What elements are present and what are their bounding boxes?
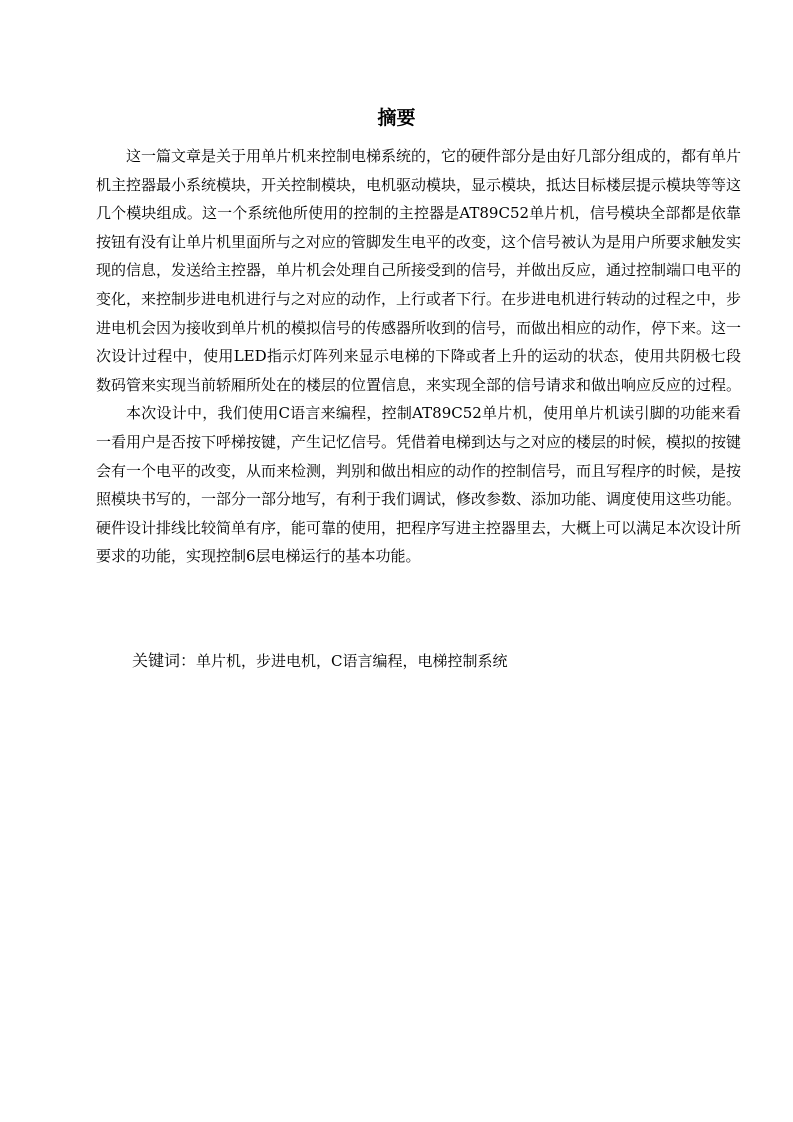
keywords-text: 单片机，步进电机，C语言编程，电梯控制系统 [196, 652, 508, 670]
keywords-line [132, 647, 508, 675]
keywords-label: 关键词： [132, 651, 197, 670]
page-title: 摘要 [377, 107, 416, 129]
abstract-paragraph-2: 本次设计中，我们使用C语言来编程，控制AT89C52单片机，使用单片机读引脚的功能来看一看用户是否按下呼梯按键，产生记忆信号。凭借着电梯到达与之对应的楼层的时候，模拟的按键会有一个电平的改变，从而来检测，判别和做出相应的动作的控制信号，而且写程序的时候，是按照模块书写的，一部分一部分地写，有利于我们调试，修改参数、添加功能、调度使用这些功能。硬件设计排线比较简单有序，能可靠的使用，把程序写进主控器里去，大概上可以满足本次设计所要求的功能，实现控制6层电梯运行的基本功能。 [96, 404, 742, 566]
abstract-paragraph-1: 这一篇文章是关于用单片机来控制电梯系统的，它的硬件部分是由好几部分组成的，都有单片机主控器最小系统模块，开关控制模块，电机驱动模块，显示模块，抵达目标楼层提示模块等等这几个模块组成。这一个系统他所使用的控制的主控器是AT89C52单片机，信号模块全部都是依靠按钮有没有让单片机里面所与之对应的管脚发生电平的改变，这个信号被认为是用户所要求触发实现的信息，发送给主控器，单片机会处理自己所接受到的信号，并做出反应，通过控制端口电平的变化，来控制步进电机进行与之对应的动作，上行或者下行。在步进电机进行转动的过程之中，步进电机会因为接收到单片机的模拟信号的传感器所收到的信号，而做出相应的动作，停下来。这一次设计过程中，使用LED指示灯阵列来显示电梯的下降或者上升的运动的状态，使用共阴极七段数码管来实现当前轿厢所处在的楼层的位置信息，来实现全部的信号请求和做出响应反应的过程。 [96, 147, 742, 394]
abstract-body [96, 142, 741, 571]
